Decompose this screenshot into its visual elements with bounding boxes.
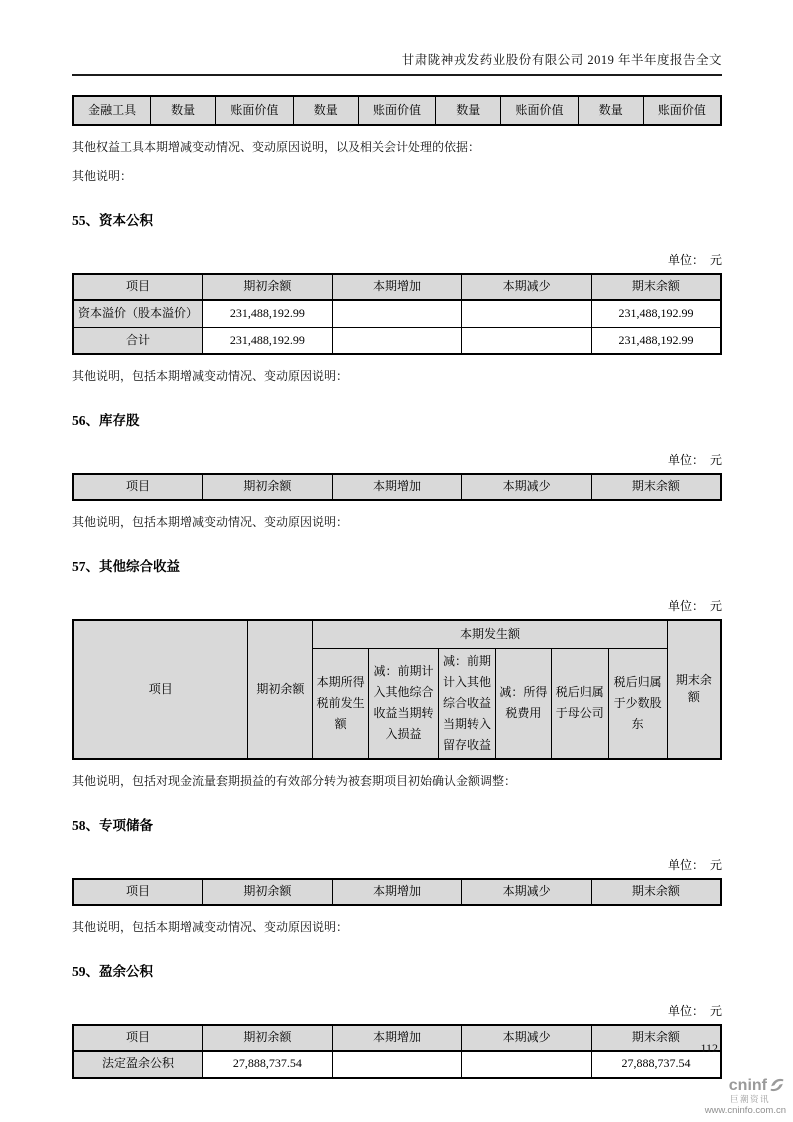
note-equity-instruments: 其他权益工具本期增减变动情况、变动原因说明，以及相关会计处理的依据：: [72, 140, 481, 154]
section-55-title: 55、资本公积: [72, 213, 153, 228]
table-cell: [332, 300, 462, 327]
treasury-stock-table: [72, 473, 722, 501]
column-header: 税后归属于母公司: [551, 648, 608, 759]
column-header: 项目: [73, 274, 203, 300]
row-label: 资本溢价（股本溢价）: [73, 300, 203, 327]
note-section-55: 其他说明，包括本期增减变动情况、变动原因说明：: [72, 369, 349, 383]
column-header: 期末余额: [591, 879, 721, 905]
surplus-reserve-table: [72, 1024, 722, 1079]
logo-brand-text: cninf: [728, 1077, 767, 1095]
column-header: 项目: [73, 1025, 203, 1051]
table-cell: 231,488,192.99: [591, 327, 721, 354]
special-reserve-table: [72, 878, 722, 906]
note-other-top: 其他说明：: [72, 169, 133, 183]
row-label: 法定盈余公积: [73, 1051, 203, 1078]
column-header: 减：前期计入其他综合收益当期转入损益: [368, 648, 438, 759]
logo-url: www.cninfo.com.cn: [704, 1105, 786, 1117]
column-header: 账面价值: [501, 96, 579, 125]
table-cell: [462, 327, 592, 354]
row-label: 合计: [73, 327, 203, 354]
column-header: 期末余额: [667, 620, 721, 759]
column-group-header: 本期发生额: [313, 620, 667, 648]
column-header: 账面价值: [358, 96, 436, 125]
column-header: 数量: [151, 96, 216, 125]
logo-caption: 巨潮资讯: [729, 1094, 770, 1104]
section-57-title: 57、其他综合收益: [72, 559, 180, 574]
column-header: 数量: [436, 96, 501, 125]
table-cell: 27,888,737.54: [203, 1051, 333, 1078]
logo-brand-row: [705, 1076, 786, 1096]
table-header-row: [73, 620, 721, 648]
table-header-row: [73, 274, 721, 300]
column-header: 本期减少: [462, 274, 592, 300]
column-header: 本期所得税前发生额: [313, 648, 369, 759]
table-cell: 27,888,737.54: [591, 1051, 721, 1078]
table-header-row: [73, 96, 721, 125]
section-56-title: 56、库存股: [72, 413, 140, 428]
note-section-56: 其他说明，包括本期增减变动情况、变动原因说明：: [72, 515, 349, 529]
table-cell: [332, 327, 462, 354]
column-header: 税后归属于少数股东: [608, 648, 667, 759]
table-row: [73, 1051, 721, 1078]
unit-label-57: 单位： 元: [667, 599, 722, 613]
column-header: 本期减少: [462, 1025, 592, 1051]
column-header: 期末余额: [591, 274, 721, 300]
table-header-row: [73, 474, 721, 500]
column-header: 本期减少: [462, 879, 592, 905]
table-cell: [462, 300, 592, 327]
table-cell: 231,488,192.99: [203, 300, 333, 327]
table-cell: [332, 1051, 462, 1078]
column-header: 本期增加: [332, 274, 462, 300]
column-header: 期末余额: [591, 1025, 721, 1051]
column-header: 账面价值: [216, 96, 294, 125]
column-header: 项目: [73, 879, 203, 905]
table-header-row: [73, 1025, 721, 1051]
cninfo-swoosh-icon: [768, 1076, 786, 1094]
column-header: 数量: [578, 96, 643, 125]
table-row: [73, 300, 721, 327]
section-58-title: 58、专项储备: [72, 817, 153, 833]
unit-label-55: 单位： 元: [667, 253, 722, 267]
column-header: 减：前期计入其他综合收益当期转入留存收益: [438, 648, 495, 759]
column-header: 项目: [73, 474, 203, 500]
column-header: 账面价值: [643, 96, 721, 125]
note-section-57: 其他说明，包括对现金流量套期损益的有效部分转为被套期项目初始确认金额调整：: [72, 773, 517, 788]
report-title: 甘肃陇神戎发药业股份有限公司 2019 年半年度报告全文: [401, 53, 722, 67]
unit-label-56: 单位： 元: [667, 453, 722, 467]
column-header: 数量: [293, 96, 358, 125]
column-header: 期初余额: [203, 879, 333, 905]
column-header: 期初余额: [248, 620, 313, 759]
table-row: [73, 327, 721, 354]
column-header: 项目: [73, 620, 248, 759]
column-header: 本期增加: [332, 879, 462, 905]
note-section-58: 其他说明，包括本期增减变动情况、变动原因说明：: [72, 919, 349, 934]
column-header: 本期增加: [332, 474, 462, 500]
table-cell: 231,488,192.99: [203, 327, 333, 354]
section-59-title: 59、盈余公积: [72, 963, 153, 979]
financial-instruments-table: [72, 95, 722, 126]
column-header: 减：所得税费用: [495, 648, 551, 759]
capital-reserve-table: [72, 273, 722, 355]
table-cell: [462, 1051, 592, 1078]
column-header: 本期减少: [462, 474, 592, 500]
cninfo-logo: [705, 1076, 786, 1117]
table-cell: 231,488,192.99: [591, 300, 721, 327]
column-header: 期初余额: [203, 474, 333, 500]
page-header: [72, 50, 722, 76]
unit-label-59: 单位： 元: [667, 1003, 722, 1018]
other-comprehensive-income-table: [72, 619, 722, 760]
column-header: 本期增加: [332, 1025, 462, 1051]
unit-label-58: 单位： 元: [667, 857, 722, 872]
page-number: 112: [700, 1041, 718, 1055]
column-header: 期初余额: [203, 274, 333, 300]
column-header: 期初余额: [203, 1025, 333, 1051]
table-header-row: [73, 879, 721, 905]
column-header: 期末余额: [591, 474, 721, 500]
column-header: 金融工具: [73, 96, 151, 125]
